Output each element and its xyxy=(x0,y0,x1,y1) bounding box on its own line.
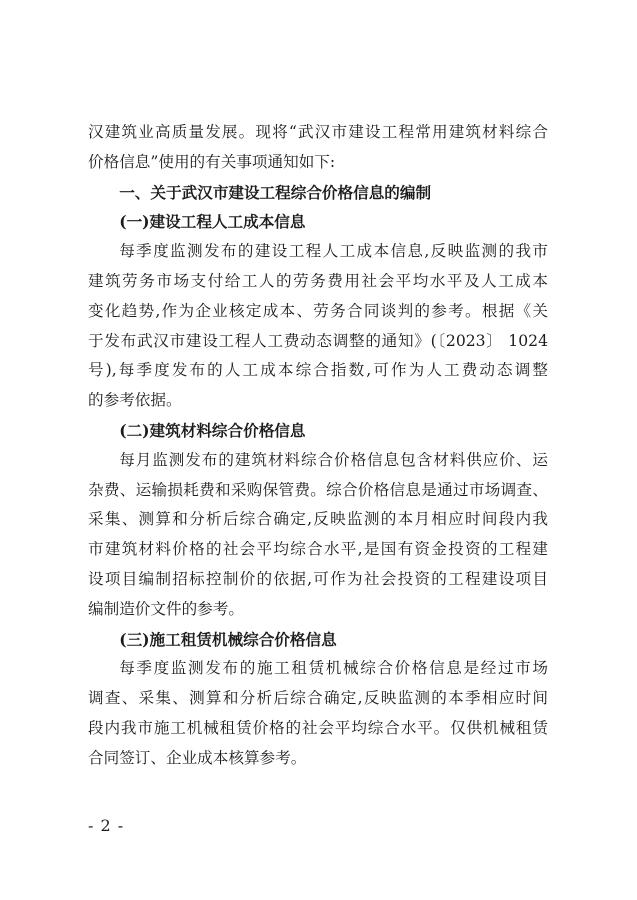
paragraph-line: 号),每季度发布的人工成本综合指数,可作为人工费动态调整 xyxy=(88,361,548,380)
paragraph-line: 变化趋势,作为企业核定成本、劳务合同谈判的参考。根据《关 xyxy=(88,301,548,320)
subsection-material-price xyxy=(88,416,548,625)
paragraph-line: 价格信息”使用的有关事项通知如下: xyxy=(88,152,336,171)
paragraph-line: 杂费、运输损耗费和采购保管费。综合价格信息是通过市场调查、 xyxy=(88,480,548,499)
subsection-labor-cost xyxy=(88,207,548,416)
paragraph-line: 于发布武汉市建设工程人工费动态调整的通知》(〔2023〕 1024 xyxy=(88,331,548,350)
paragraph-line: 设项目编制招标控制价的依据,可作为社会投资的工程建设项目 xyxy=(88,569,548,588)
document-body xyxy=(88,118,548,774)
subsection-machinery-rental xyxy=(88,625,548,774)
subsection-heading: (三)施工租赁机械综合价格信息 xyxy=(119,629,337,649)
paragraph-line: 汉建筑业高质量发展。现将“武汉市建设工程常用建筑材料综合 xyxy=(88,123,548,141)
paragraph-line: 的参考依据。 xyxy=(88,391,182,410)
paragraph-line: 编制造价文件的参考。 xyxy=(88,599,244,618)
paragraph-line: 段内我市施工机械租赁价格的社会平均综合水平。仅供机械租赁 xyxy=(88,718,548,737)
subsection-heading: (二)建筑材料综合价格信息 xyxy=(119,420,306,440)
paragraph-line: 建筑劳务市场支付给工人的劳务费用社会平均水平及人工成本 xyxy=(88,271,548,290)
paragraph-line: 市建筑材料价格的社会平均综合水平,是国有资金投资的工程建 xyxy=(88,540,548,559)
intro-paragraph xyxy=(88,118,548,178)
paragraph-line: 合同签订、企业成本核算参考。 xyxy=(88,748,307,767)
paragraph-line: 每季度监测发布的建设工程人工成本信息,反映监测的我市 xyxy=(119,242,548,261)
page-number: - 2 - xyxy=(88,816,125,835)
paragraph-line: 每月监测发布的建筑材料综合价格信息包含材料供应价、运 xyxy=(119,450,548,469)
section-heading: 一、关于武汉市建设工程综合价格信息的编制 xyxy=(119,182,432,202)
paragraph-line: 每季度监测发布的施工租赁机械综合价格信息是经过市场 xyxy=(119,659,548,678)
paragraph-line: 采集、测算和分析后综合确定,反映监测的本月相应时间段内我 xyxy=(88,510,548,529)
subsection-heading: (一)建设工程人工成本信息 xyxy=(119,212,306,232)
paragraph-line: 调查、采集、测算和分析后综合确定,反映监测的本季相应时间 xyxy=(88,689,548,708)
